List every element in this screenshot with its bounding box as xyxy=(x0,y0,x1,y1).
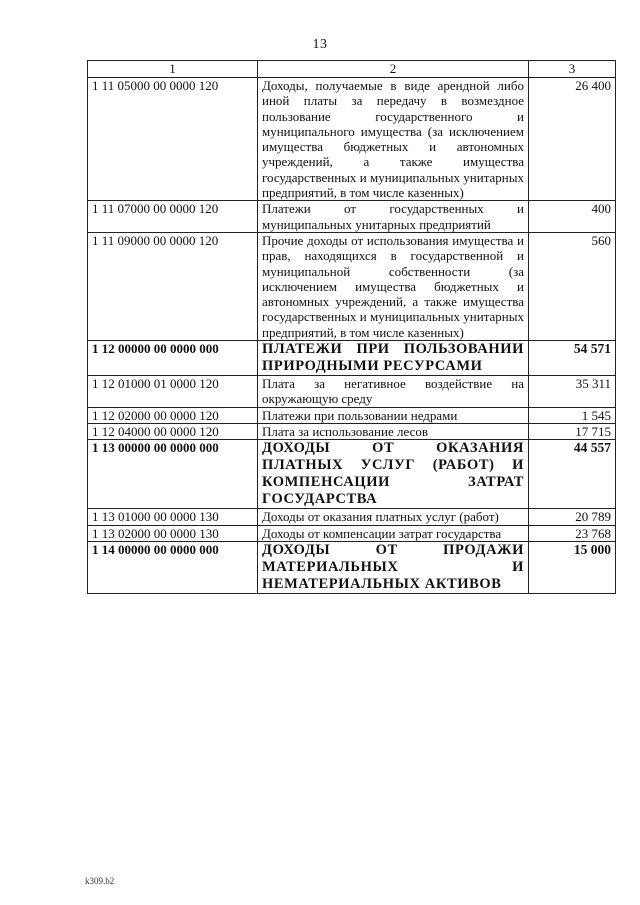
budget-code-cell: 1 13 01000 00 0000 130 xyxy=(88,509,258,525)
income-name-cell: Платежи при пользовании недрами xyxy=(258,407,529,423)
budget-code-cell: 1 11 09000 00 0000 120 xyxy=(88,232,258,340)
table-row xyxy=(88,232,616,340)
income-name-cell: ДОХОДЫ ОТ ПРОДАЖИ МАТЕРИАЛЬНЫХ И НЕМАТЕРИАЛЬНЫХ АКТИВОВ xyxy=(258,541,529,593)
amount-cell: 20 789 xyxy=(529,509,616,525)
amount-cell: 35 311 xyxy=(529,376,616,408)
revenue-table xyxy=(87,60,616,594)
column-header-amount: 3 xyxy=(529,61,616,78)
amount-cell: 26 400 xyxy=(529,78,616,201)
budget-code-cell: 1 12 02000 00 0000 120 xyxy=(88,407,258,423)
table-row xyxy=(88,440,616,509)
table-body xyxy=(88,78,616,594)
budget-code-cell: 1 13 00000 00 0000 000 xyxy=(88,440,258,509)
table-row xyxy=(88,509,616,525)
document-id: k309.b2 xyxy=(85,876,115,886)
budget-code-cell: 1 12 04000 00 0000 120 xyxy=(88,423,258,439)
column-header-code: 1 xyxy=(88,61,258,78)
income-name-cell: Доходы от компенсации затрат государства xyxy=(258,525,529,541)
amount-cell: 44 557 xyxy=(529,440,616,509)
budget-code-cell: 1 13 02000 00 0000 130 xyxy=(88,525,258,541)
table-row xyxy=(88,341,616,376)
budget-code-cell: 1 11 05000 00 0000 120 xyxy=(88,78,258,201)
table-row xyxy=(88,423,616,439)
income-name-cell: Доходы от оказания платных услуг (работ) xyxy=(258,509,529,525)
amount-cell: 560 xyxy=(529,232,616,340)
page-number: 13 xyxy=(312,37,328,52)
income-name-cell: Доходы, получаемые в виде арендной либо иной платы за передачу в возмездное пользование государственного и муниципального имущества (за исключением имущества бюджетных и автономных учреждений, а также имущества государственных и муниципальных унитарных предприятий, в том числе казенных) xyxy=(258,78,529,201)
budget-code-cell: 1 12 00000 00 0000 000 xyxy=(88,341,258,376)
table-header-row xyxy=(88,61,616,78)
amount-cell: 54 571 xyxy=(529,341,616,376)
amount-cell: 400 xyxy=(529,201,616,233)
income-name-cell: Прочие доходы от использования имущества и прав, находящихся в государственной и муниципальной собственности (за исключением имущества бюджетных и автономных учреждений, а также имущества государственных и муниципальных унитарных предприятий, в том числе казенных) xyxy=(258,232,529,340)
amount-cell: 1 545 xyxy=(529,407,616,423)
table-row xyxy=(88,201,616,233)
table-row xyxy=(88,407,616,423)
income-name-cell: ДОХОДЫ ОТ ОКАЗАНИЯ ПЛАТНЫХ УСЛУГ (РАБОТ) И КОМПЕНСАЦИИ ЗАТРАТ ГОСУДАРСТВА xyxy=(258,440,529,509)
income-name-cell: Плата за негативное воздействие на окружающую среду xyxy=(258,376,529,408)
budget-code-cell: 1 12 01000 01 0000 120 xyxy=(88,376,258,408)
amount-cell: 15 000 xyxy=(529,541,616,593)
income-name-cell: ПЛАТЕЖИ ПРИ ПОЛЬЗОВАНИИ ПРИРОДНЫМИ РЕСУРСАМИ xyxy=(258,341,529,376)
column-header-name: 2 xyxy=(258,61,529,78)
table-row xyxy=(88,376,616,408)
table-row xyxy=(88,78,616,201)
table-row xyxy=(88,525,616,541)
table-row xyxy=(88,541,616,593)
income-name-cell: Плата за использование лесов xyxy=(258,423,529,439)
budget-code-cell: 1 14 00000 00 0000 000 xyxy=(88,541,258,593)
budget-code-cell: 1 11 07000 00 0000 120 xyxy=(88,201,258,233)
amount-cell: 17 715 xyxy=(529,423,616,439)
income-name-cell: Платежи от государственных и муниципальных унитарных предприятий xyxy=(258,201,529,233)
amount-cell: 23 768 xyxy=(529,525,616,541)
